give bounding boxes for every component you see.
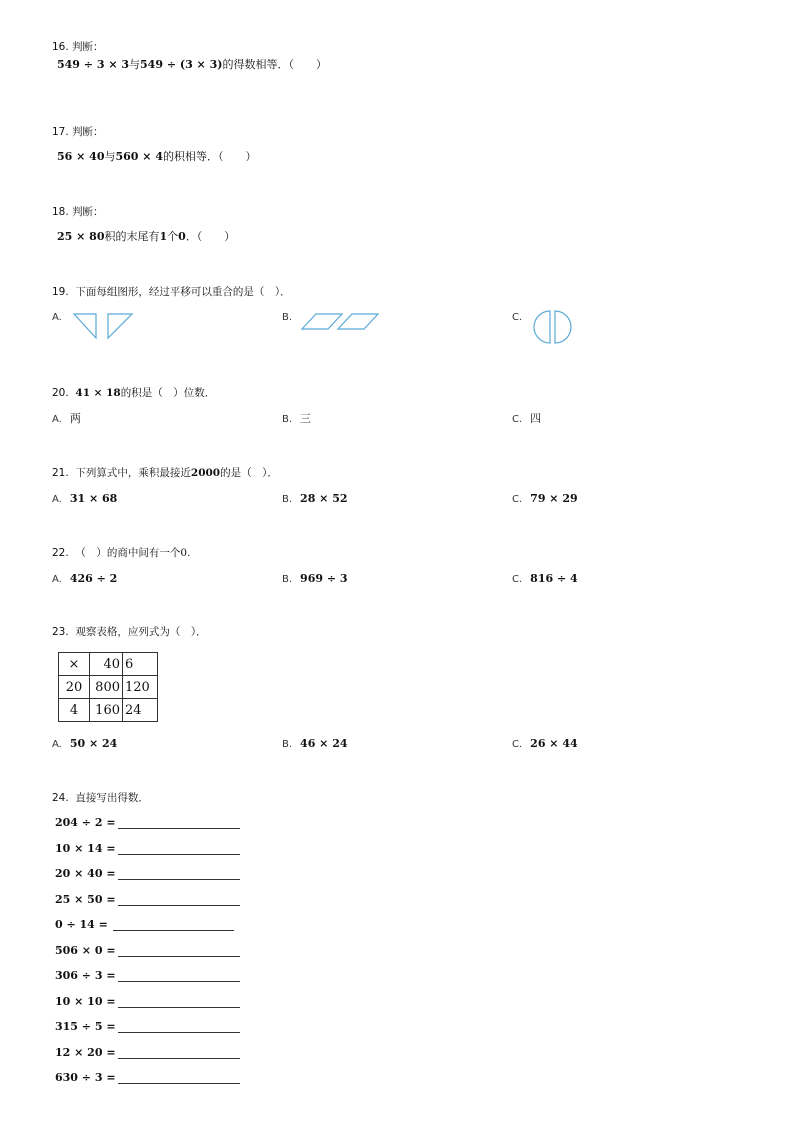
- answer-blank[interactable]: [113, 930, 234, 931]
- text: 与: [129, 58, 141, 71]
- table-cell: 4: [59, 699, 90, 722]
- q16-header: [52, 40, 104, 54]
- text: 的得数相等．（ ）: [222, 58, 327, 71]
- q17-body: [57, 150, 257, 164]
- q19-header: [52, 285, 291, 299]
- number: 0: [178, 230, 186, 243]
- question-title: 直接写出得数．: [75, 792, 149, 804]
- option-label: A.: [52, 739, 62, 750]
- table-cell: 6: [123, 653, 158, 676]
- equation-prompt: 204 ÷ 2 =: [55, 816, 116, 829]
- number: 1: [159, 230, 168, 243]
- option-a[interactable]: [52, 492, 117, 507]
- question-title: 下列算式中，乘积最接近: [75, 467, 191, 479]
- number: 0: [180, 547, 188, 559]
- answer-blank[interactable]: [118, 879, 240, 880]
- option-c-label[interactable]: C.: [512, 312, 523, 323]
- question-title: 判断：: [72, 206, 104, 218]
- option-c[interactable]: [512, 737, 578, 752]
- option-a[interactable]: [52, 412, 81, 427]
- option-text: 50 × 24: [69, 737, 118, 750]
- option-label: A.: [52, 494, 62, 505]
- answer-blank[interactable]: [118, 854, 240, 855]
- q22-header: [52, 546, 190, 560]
- q16-body: [57, 58, 327, 72]
- text: 与: [104, 150, 116, 163]
- option-label: C.: [512, 414, 523, 425]
- expression: 41 × 18: [75, 387, 121, 399]
- text: ．（ ）: [185, 230, 236, 243]
- equation-prompt: 306 ÷ 3 =: [55, 969, 116, 982]
- table-row: [59, 699, 158, 722]
- question-title: 的是（ ）．: [220, 467, 278, 479]
- equation-prompt: 315 ÷ 5 =: [55, 1020, 116, 1033]
- option-label: C.: [512, 739, 523, 750]
- option-text: 两: [69, 412, 81, 425]
- option-label: C.: [512, 494, 523, 505]
- question-number: 22.: [52, 547, 69, 559]
- option-b[interactable]: [282, 737, 348, 752]
- observation-table: [58, 652, 158, 722]
- option-c[interactable]: [512, 492, 578, 507]
- number: 2000: [190, 467, 221, 479]
- text: 的积相等．（ ）: [163, 150, 257, 163]
- question-number: 18.: [52, 206, 69, 218]
- expression: 25 × 80: [57, 230, 105, 243]
- answer-blank[interactable]: [118, 1058, 240, 1059]
- answer-blank[interactable]: [118, 905, 240, 906]
- option-label: B.: [282, 574, 293, 585]
- question-title: 判断：: [72, 41, 104, 53]
- option-text: 426 ÷ 2: [69, 572, 118, 585]
- equation-prompt: 20 × 40 =: [55, 867, 116, 880]
- option-b[interactable]: [282, 492, 348, 507]
- question-title: 下面每组图形，经过平移可以重合的是（ ）．: [75, 286, 291, 298]
- question-number: 24.: [52, 792, 69, 804]
- expression: 56 × 40: [57, 150, 105, 163]
- semicircle-shape: [555, 311, 571, 343]
- option-text: 28 × 52: [300, 492, 348, 505]
- question-title: 判断：: [72, 126, 104, 138]
- table-cell: 160: [90, 699, 123, 722]
- equation-prompt: 25 × 50 =: [55, 892, 116, 906]
- expression: 549 ÷ 3 × 3: [57, 58, 130, 71]
- question-number: 17.: [52, 126, 69, 138]
- q18-header: [52, 205, 104, 219]
- question-number: 20.: [52, 387, 69, 399]
- option-text: 三: [300, 412, 312, 425]
- triangle-shape: [74, 314, 96, 338]
- question-title: .: [187, 547, 191, 559]
- table-row: [59, 653, 158, 676]
- question-number: 21.: [52, 467, 69, 479]
- table-cell: 40: [90, 653, 123, 676]
- question-number: 16.: [52, 41, 69, 53]
- option-c-semicircles-figure[interactable]: [532, 309, 574, 345]
- option-text: 816 ÷ 4: [530, 572, 578, 585]
- option-b[interactable]: [282, 412, 311, 427]
- question-title: 观察表格，应列式为（ ）．: [75, 626, 207, 638]
- table-cell: 20: [59, 676, 90, 699]
- option-a[interactable]: [52, 572, 117, 587]
- option-text: 46 × 24: [300, 737, 348, 750]
- semicircle-shape: [534, 311, 550, 343]
- table-row: [59, 676, 158, 699]
- question-number: 19.: [52, 286, 69, 298]
- answer-blank[interactable]: [118, 1032, 240, 1033]
- option-text: 四: [530, 412, 542, 425]
- answer-blank[interactable]: [118, 1083, 240, 1084]
- q24-header: [52, 791, 149, 805]
- table-cell: 24: [123, 699, 158, 722]
- equation-prompt: 10 × 14 =: [55, 841, 116, 855]
- answer-blank[interactable]: [118, 981, 240, 982]
- option-label: C.: [512, 574, 523, 585]
- option-label: B.: [282, 494, 293, 505]
- q20-header: [52, 386, 215, 400]
- table-cell: 120: [123, 676, 158, 699]
- equation-prompt: 12 × 20 =: [55, 1045, 116, 1059]
- question-title: 的积是（ ）位数．: [120, 387, 216, 399]
- option-b[interactable]: [282, 572, 348, 587]
- option-text: 969 ÷ 3: [300, 572, 348, 585]
- option-label: A.: [52, 414, 62, 425]
- option-a[interactable]: [52, 737, 117, 752]
- question-number: 23.: [52, 626, 69, 638]
- q21-header: [52, 466, 278, 480]
- option-text: 26 × 44: [530, 737, 578, 750]
- option-b-label[interactable]: B.: [282, 312, 293, 323]
- option-b-parallelograms-figure[interactable]: [300, 312, 380, 332]
- expression: 560 × 4: [115, 150, 163, 163]
- option-c[interactable]: [512, 412, 541, 427]
- text: 个: [167, 230, 179, 243]
- equation-prompt: 0 ÷ 14 =: [55, 918, 108, 931]
- answer-blank[interactable]: [118, 956, 240, 957]
- q23-header: [52, 625, 207, 639]
- q18-body: [57, 230, 235, 244]
- table-cell: ×: [59, 653, 90, 676]
- equation-prompt: 10 × 10 =: [55, 994, 116, 1008]
- option-c[interactable]: [512, 572, 578, 587]
- answer-blank[interactable]: [118, 1007, 240, 1008]
- option-label: A.: [52, 574, 62, 585]
- option-label: B.: [282, 414, 293, 425]
- answer-blank[interactable]: [118, 828, 240, 829]
- expression: 549 ÷ (3 × 3): [140, 58, 223, 71]
- option-a-triangles-figure[interactable]: [72, 312, 136, 340]
- option-label: B.: [282, 739, 293, 750]
- option-text: 31 × 68: [69, 492, 118, 505]
- option-a-label[interactable]: A.: [52, 312, 62, 323]
- question-title: （ ）的商中间有一个: [75, 547, 181, 559]
- triangle-shape: [108, 314, 132, 338]
- parallelogram-shape: [338, 314, 378, 329]
- q17-header: [52, 125, 104, 139]
- equation-prompt: 630 ÷ 3 =: [55, 1071, 116, 1084]
- text: 积的末尾有: [104, 230, 160, 243]
- option-text: 79 × 29: [530, 492, 578, 505]
- table-cell: 800: [90, 676, 123, 699]
- equation-prompt: 506 × 0 =: [55, 943, 116, 957]
- parallelogram-shape: [302, 314, 342, 329]
